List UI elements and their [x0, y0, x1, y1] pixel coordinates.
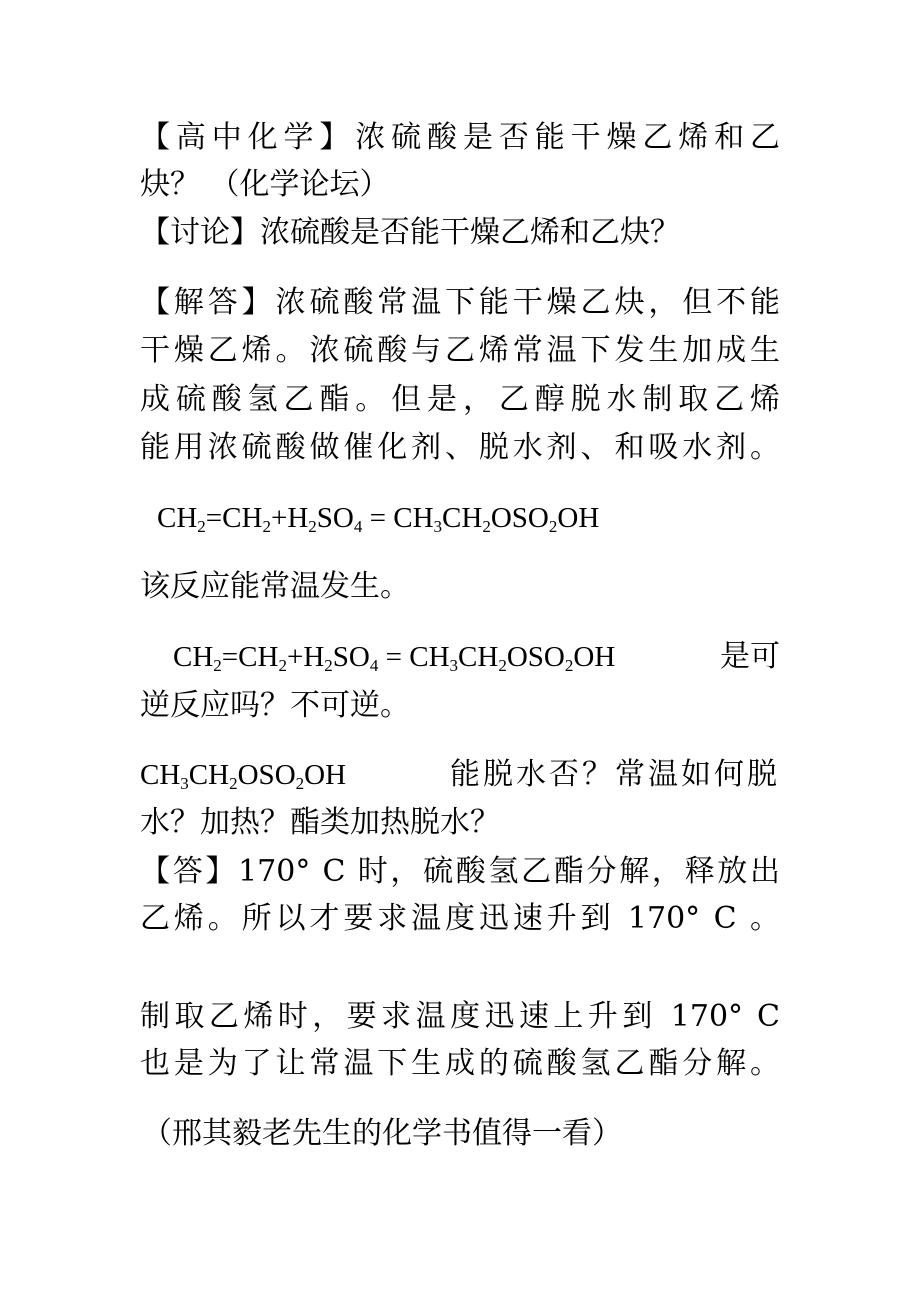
reply-line-2: 乙烯。所以才要求温度迅速升到 170° C 。	[140, 901, 780, 936]
chemical-equation-1: $CH_2=CH_2+H_2SO_4 = CH_3CH_2OSO_2OH$	[157, 502, 600, 536]
reference-note: （邢其毅老先生的化学书值得一看）	[142, 1116, 622, 1151]
question-2-line-2: 水？加热？酯类加热脱水？	[140, 805, 500, 840]
conclusion-line-1: 制取乙烯时，要求温度迅速上升到 170° C	[140, 999, 780, 1034]
answer-line-2: 干燥乙烯。浓硫酸与乙烯常温下发生加成生	[140, 333, 780, 368]
answer-line-3: 成硫酸氢乙酯。但是，乙醇脱水制取乙烯	[140, 382, 780, 417]
equation-note: 该反应能常温发生。	[140, 569, 410, 604]
answer-line-1: 【解答】浓硫酸常温下能干燥乙炔，但不能	[140, 285, 780, 320]
reply-line-1: 【答】170° C 时，硫酸氢乙酯分解，释放出	[140, 854, 780, 889]
product-formula: $CH_3CH_2OSO_2OH$	[140, 759, 347, 793]
chemical-equation-2: $CH_2=CH_2+H_2SO_4 = CH_3CH_2OSO_2OH$	[173, 641, 616, 675]
question-1-suffix: 是可	[720, 639, 780, 674]
title-line-1: 【高中化学】浓硫酸是否能干燥乙烯和乙	[140, 120, 780, 155]
question-1-line-2: 逆反应吗？不可逆。	[140, 688, 410, 723]
conclusion-line-2: 也是为了让常温下生成的硫酸氢乙酯分解。	[140, 1046, 780, 1081]
discussion-text: 【讨论】浓硫酸是否能干燥乙烯和乙炔？	[140, 215, 680, 250]
answer-line-4: 能用浓硫酸做催化剂、脱水剂、和吸水剂。	[140, 430, 780, 465]
question-2-suffix: 能脱水否？常温如何脱	[450, 757, 780, 792]
title-line-2: 炔？ （化学论坛）	[140, 167, 390, 202]
